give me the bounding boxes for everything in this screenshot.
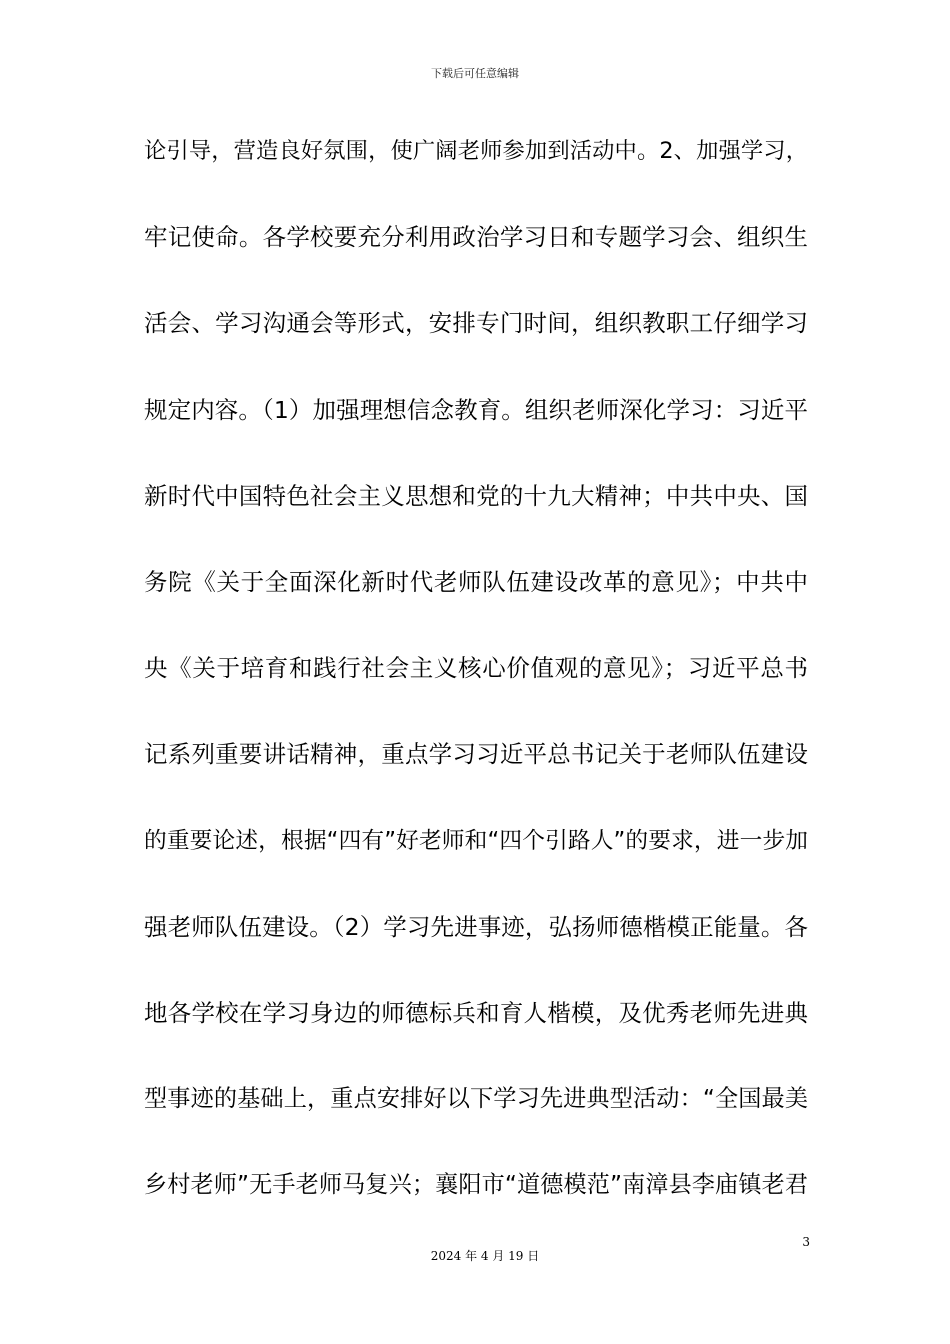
page-header: 下载后可任意编辑 [431, 67, 519, 80]
body-line-10: 强老师队伍建设。（2）学习先进事迹，弘扬师德楷模正能量。各 [144, 912, 808, 941]
body-line-13: 乡村老师”无手老师马复兴；襄阳市“道德模范”南漳县李庙镇老君 [144, 1172, 808, 1199]
body-line-12: 型事迹的基础上，重点安排好以下学习先进典型活动：“全国最美 [144, 1085, 808, 1113]
body-line-1: 论引导，营造良好氛围，使广阔老师参加到活动中。2、加强学习， [144, 138, 808, 164]
body-line-2: 牢记使命。各学校要充分利用政治学习日和专题学习会、组织生 [144, 223, 808, 252]
footer-date: 2024 年 4 月 19 日 [430, 1249, 540, 1263]
document-body [144, 128, 808, 1248]
body-line-5: 新时代中国特色社会主义思想和党的十九大精神；中共中央、国 [144, 481, 808, 510]
body-line-11: 地各学校在学习身边的师德标兵和育人楷模，及优秀老师先进典 [144, 998, 808, 1027]
body-line-7: 央《关于培育和践行社会主义核心价值观的意见》；习近平总书 [144, 654, 808, 683]
page-number: 3 [802, 1235, 810, 1249]
body-line-3: 活会、学习沟通会等形式，安排专门时间，组织教职工仔细学习 [144, 309, 808, 338]
body-line-8: 记系列重要讲话精神，重点学习习近平总书记关于老师队伍建设 [144, 740, 808, 769]
body-line-6: 务院《关于全面深化新时代老师队伍建设改革的意见》；中共中 [144, 567, 808, 596]
body-line-4: 规定内容。（1）加强理想信念教育。组织老师深化学习：习近平 [144, 395, 808, 424]
body-line-9: 的重要论述，根据“四有”好老师和“四个引路人”的要求，进一步加 [144, 827, 808, 854]
